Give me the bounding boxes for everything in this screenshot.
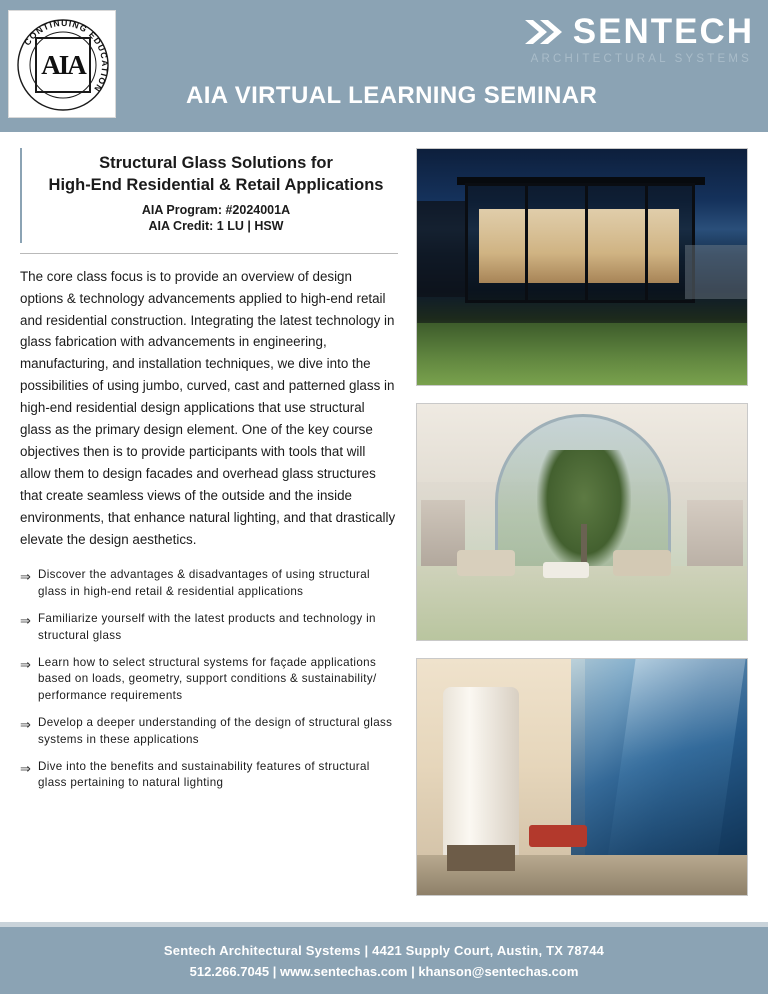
photo-interior-blue-glass-facade — [416, 658, 748, 896]
list-item — [20, 611, 398, 645]
objective-text: Learn how to select structural systems for façade applications based on loads, geometry, support conditions & sustainability/ performance requirements — [38, 655, 377, 703]
footer-phone[interactable]: 512.266.7045 — [189, 964, 270, 979]
brand-name: SENTECH — [572, 12, 754, 51]
double-chevron-icon — [525, 17, 565, 47]
list-item — [20, 567, 398, 601]
photo-retail-atrium-curved-glass — [416, 403, 748, 641]
objective-text: Discover the advantages & disadvantages of using structural glass in high-end retail & residential applications — [38, 568, 370, 599]
list-item — [20, 759, 398, 793]
arrow-right-icon: ⇒ — [20, 760, 31, 776]
title-divider — [20, 253, 398, 254]
footer-separator-1: | — [272, 964, 277, 979]
list-item — [20, 655, 398, 705]
course-description: The core class focus is to provide an overview of design options & technology advancements applied to high-end retail and residential construction. Integrating the latest technology in glass fabrication with advancements in engineering, manufacturing, and installation techniques, we dive into the possibilities of using jumbo, curved, cast and patterned glass in high-end residential design applications that use structural glass as the primary design element. One of the key course objectives then is to provide participants with tools that will allow them to design facades and overhead glass structures that create seamless views of the outside and the inside environments, that enhance natural lighting, and that drastically elevate the design aesthetics. — [20, 268, 396, 548]
course-title-block — [20, 148, 398, 243]
brand-subtitle: ARCHITECTURAL SYSTEMS — [530, 53, 752, 65]
course-title-line-1: Structural Glass Solutions for — [99, 154, 333, 172]
arrow-right-icon: ⇒ — [20, 612, 31, 628]
footer-email-link[interactable]: khanson@sentechas.com — [418, 964, 579, 979]
arrow-right-icon: ⇒ — [20, 569, 31, 585]
arrow-right-icon: ⇒ — [20, 656, 31, 672]
list-item — [20, 715, 398, 749]
right-column-photos — [416, 148, 748, 913]
svg-text:CONTINUING EDUCATION: CONTINUING EDUCATION — [22, 17, 111, 95]
brand-block — [525, 14, 754, 65]
brand-row — [525, 14, 754, 49]
footer-separator-2: | — [411, 964, 415, 979]
left-column — [20, 148, 398, 913]
learning-objectives-list — [20, 567, 398, 792]
photo-modern-glass-house-dusk — [416, 148, 748, 386]
aia-mark-text: AIA — [41, 49, 85, 80]
footer-contact-row — [0, 964, 768, 979]
aia-program-number: AIA Program: #2024001A — [141, 202, 291, 217]
objective-text: Familiarize yourself with the latest products and technology in structural glass — [38, 611, 376, 642]
objective-text: Develop a deeper understanding of the design of structural glass systems in these applications — [38, 715, 393, 746]
page-footer — [0, 922, 768, 994]
course-title-line-2: High-End Residential & Retail Applications — [48, 176, 384, 195]
page-content — [0, 132, 768, 913]
header-inner — [0, 0, 768, 132]
arrow-right-icon: ⇒ — [20, 716, 31, 732]
page-header — [0, 0, 768, 132]
page-title: AIA VIRTUAL LEARNING SEMINAR — [186, 82, 598, 109]
aia-mark — [35, 37, 91, 93]
footer-address: Sentech Architectural Systems | 4421 Supply Court, Austin, TX 78744 — [163, 943, 605, 958]
objective-text: Dive into the benefits and sustainability features of structural glass pertaining to natural lighting — [38, 759, 370, 790]
aia-continuing-education-logo — [8, 10, 116, 118]
footer-website-link[interactable]: www.sentechas.com — [280, 964, 408, 979]
aia-credit: AIA Credit: 1 LU | HSW — [148, 218, 284, 233]
